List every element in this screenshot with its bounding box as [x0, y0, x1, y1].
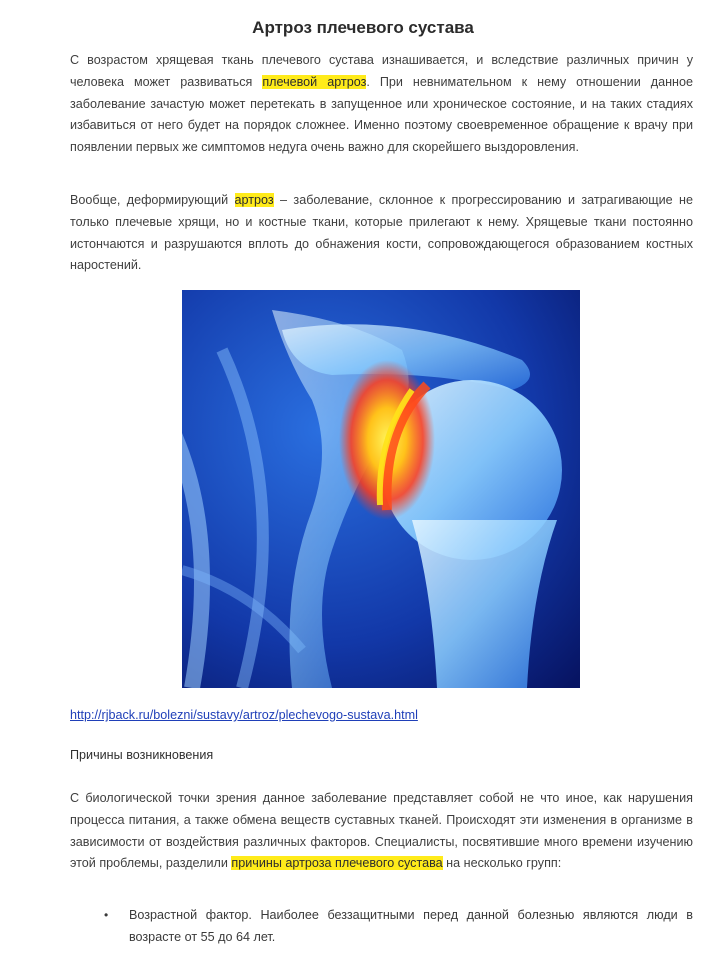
bullet-item-age: Возрастной фактор. Наиболее беззащитными перед данной болезнью являются люди в возрасте от 55 до 64 лет.: [129, 908, 693, 944]
definition-text-before: Вообще, деформирующий: [70, 193, 235, 207]
intro-highlight: плечевой артроз: [262, 74, 367, 89]
shoulder-xray-image: [182, 290, 580, 688]
causes-text-before: С биологической точки зрения данное заболевание представляет собой не что иное, как нарушения процесса питания, а также обмена веществ суставных тканей. Происходят эти изменения в организме в зависимости от воздействия различных факторов. Специалисты, посвятившие много времени изучению этой проблемы, разделили: [70, 791, 693, 871]
definition-text-after: – заболевание, склонное к прогрессированию и затрагивающие не только плечевые хрящи, но и костные ткани, которые прилегают к нему. Хрящевые ткани постоянно истончаются и разрушаются вплоть до обнажения кости, сопровождающегося образованием костных наростений.: [70, 193, 693, 273]
causes-paragraph: [70, 788, 693, 875]
causes-section-title: Причины возникновения: [70, 748, 214, 762]
definition-paragraph: [70, 190, 693, 277]
intro-text-before: С возрастом хрящевая ткань плечевого сустава изнашивается, и вследствие различных причин у человека может развиваться: [70, 53, 693, 89]
xray-illustration: [182, 290, 580, 688]
intro-paragraph: [70, 50, 693, 159]
bullet-marker: •: [104, 908, 109, 922]
causes-highlight: причины артроза плечевого сустава: [231, 856, 443, 871]
intro-text-after: . При невнимательном к нему отношении данное заболевание зачастую может перетекать в запущенное или хроническое состояние, и на таких стадиях избавиться от него будет на порядок сложнее. Именно поэтому своевременное обращение к врачу при появлении первых же симптомов недуга очень важно для скорейшего выздоровления.: [70, 74, 693, 155]
page-title: Артроз плечевого сустава: [252, 18, 474, 37]
definition-highlight: артроз: [234, 193, 274, 207]
source-link-line: [70, 708, 418, 722]
source-link[interactable]: http://rjback.ru/bolezni/sustavy/artroz/plechevogo-sustava.html: [70, 708, 418, 722]
causes-text-after: на несколько групп:: [442, 856, 562, 871]
